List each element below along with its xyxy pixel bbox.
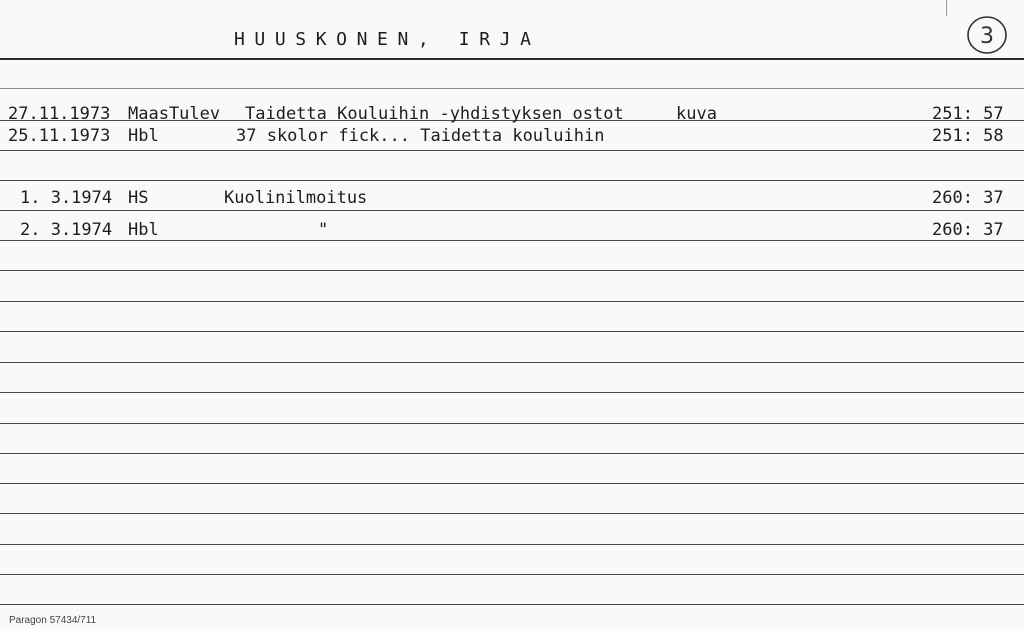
- rule-line: [0, 240, 1024, 241]
- rule-line: [0, 270, 1024, 271]
- rule-line: [0, 423, 1024, 424]
- rule-line: [0, 392, 1024, 393]
- entry-description: ": [318, 220, 329, 240]
- entry-description: 37 skolor fick... Taidetta kouluihin: [236, 126, 605, 146]
- entry-source: HS: [128, 188, 149, 208]
- entry-reference: 260: 37: [932, 220, 1004, 240]
- entry-date: 1. 3.1974: [20, 188, 113, 208]
- rule-line: [0, 544, 1024, 545]
- card-title-name: HUUSKONEN, IRJA: [234, 29, 541, 50]
- header-rule: [0, 58, 1024, 60]
- entry-note: kuva: [676, 104, 717, 124]
- rule-line: [0, 301, 1024, 302]
- printer-mark: Paragon 57434/711: [9, 615, 97, 626]
- rule-line: [0, 210, 1024, 211]
- rule-line: [0, 483, 1024, 484]
- rule-line: [0, 150, 1024, 151]
- margin-tick: [946, 0, 947, 16]
- rule-line: [0, 362, 1024, 363]
- entry-source: Hbl: [128, 126, 159, 146]
- entry-description: Kuolinilmoitus: [224, 188, 368, 208]
- card-number-badge: [966, 14, 1008, 56]
- rule-line: [0, 574, 1024, 575]
- entry-date: 27.11.1973: [8, 104, 111, 124]
- card-number-text: 3: [980, 24, 994, 49]
- entry-reference: 251: 57: [932, 104, 1004, 124]
- rule-line: [0, 331, 1024, 332]
- rule-line: [0, 453, 1024, 454]
- entry-date: 25.11.1973: [8, 126, 111, 146]
- entry-source: Hbl: [128, 220, 159, 240]
- entry-reference: 260: 37: [932, 188, 1004, 208]
- rule-line: [0, 88, 1024, 89]
- entry-reference: 251: 58: [932, 126, 1004, 146]
- rule-line: [0, 604, 1024, 605]
- rule-line: [0, 180, 1024, 181]
- entry-date: 2. 3.1974: [20, 220, 113, 240]
- rule-line: [0, 513, 1024, 514]
- entry-source: MaasTulev: [128, 104, 221, 124]
- entry-description: Taidetta Kouluihin -yhdistyksen ostot: [245, 104, 624, 124]
